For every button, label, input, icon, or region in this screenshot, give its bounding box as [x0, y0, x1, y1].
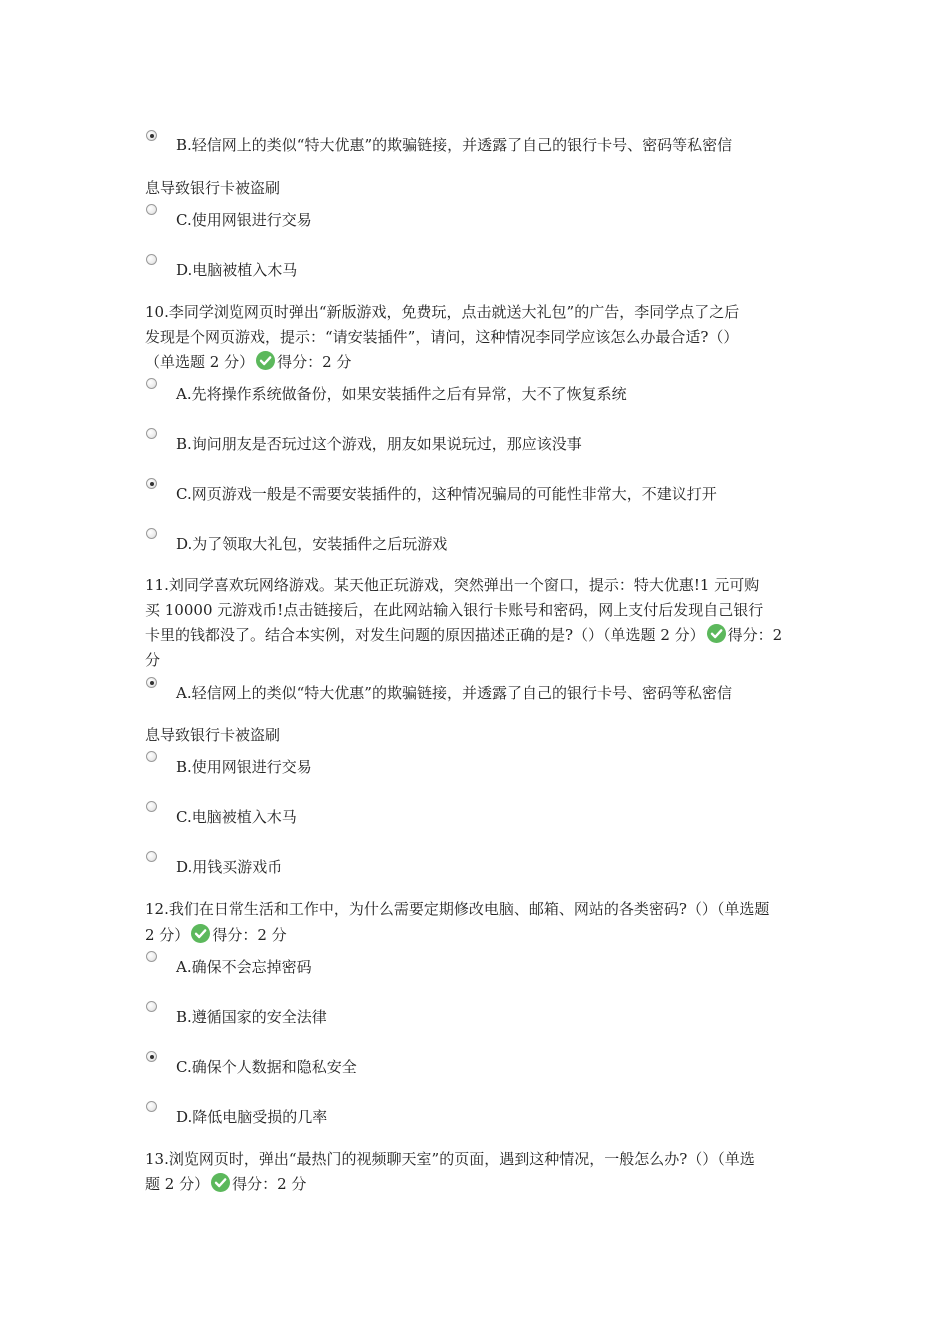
correct-check-icon: [191, 924, 210, 943]
q10-option-c-radio[interactable]: [146, 478, 157, 489]
q11-text-line1: 11.刘同学喜欢玩网络游戏。某天他正玩游戏，突然弹出一个窗口，提示：特大优惠!1 元可购: [145, 576, 760, 594]
q11-option-d-label: D.用钱买游戏币: [176, 858, 283, 876]
q11-text-line4: 分: [145, 651, 161, 669]
q12-option-d-radio[interactable]: [146, 1101, 157, 1112]
q12-option-b-radio[interactable]: [146, 1001, 157, 1012]
q12-option-a-label: A.确保不会忘掉密码: [176, 958, 312, 976]
q10-option-a-label: A.先将操作系统做备份，如果安装插件之后有异常，大不了恢复系统: [176, 385, 627, 403]
q13-text-line2: [145, 1173, 306, 1194]
q10-option-d-radio[interactable]: [146, 528, 157, 539]
q10-text-line1: 10.李同学浏览网页时弹出“新版游戏，免费玩，点击就送大礼包”的广告，李同学点了之后: [145, 303, 740, 321]
correct-check-icon: [256, 351, 275, 370]
q12-score: 得分：2 分: [212, 926, 287, 944]
q10-option-b-label: B.询问朋友是否玩过这个游戏，朋友如果说玩过，那应该没事: [176, 435, 582, 453]
q12-text-line1: 12.我们在日常生活和工作中，为什么需要定期修改电脑、邮箱、网站的各类密码?（）（单选题: [145, 900, 770, 918]
q10-option-a-radio[interactable]: [146, 378, 157, 389]
q12-type: 2 分）: [145, 926, 190, 944]
q11-option-a-radio[interactable]: [146, 677, 157, 688]
correct-check-icon: [707, 624, 726, 643]
q13-score: 得分：2 分: [232, 1175, 307, 1193]
q11-option-a-label: A.轻信网上的类似“特大优惠”的欺骗链接，并透露了自己的银行卡号、密码等私密信: [176, 684, 732, 702]
q11-type: 卡里的钱都没了。结合本实例，对发生问题的原因描述正确的是?（）（单选题 2 分）: [145, 626, 705, 644]
q10-type: （单选题 2 分）: [145, 353, 255, 371]
q12-text-line2: [145, 924, 287, 945]
q10-option-d-label: D.为了领取大礼包，安装插件之后玩游戏: [176, 535, 448, 553]
q11-option-b-label: B.使用网银进行交易: [176, 758, 312, 776]
q11-option-c-label: C.电脑被植入木马: [176, 808, 297, 826]
q12-option-b-label: B.遵循国家的安全法律: [176, 1008, 327, 1026]
q11-option-c-radio[interactable]: [146, 801, 157, 812]
q10-option-c-label: C.网页游戏一般是不需要安装插件的，这种情况骗局的可能性非常大，不建议打开: [176, 485, 717, 503]
q9-option-d-label: D.电脑被植入木马: [176, 261, 298, 279]
q9-option-c-radio[interactable]: [146, 204, 157, 215]
q12-option-a-radio[interactable]: [146, 951, 157, 962]
q10-text-line2: 发现是个网页游戏，提示：“请安装插件”，请问，这种情况李同学应该怎么办最合适?（）: [145, 328, 739, 346]
q11-text-line2: 买 10000 元游戏币!点击链接后，在此网站输入银行卡账号和密码，网上支付后发现自己银行: [145, 601, 764, 619]
q13-text-line1: 13.浏览网页时，弹出“最热门的视频聊天室”的页面，遇到这种情况，一般怎么办?（）（单选: [145, 1150, 755, 1168]
q10-option-b-radio[interactable]: [146, 428, 157, 439]
q11-text-line3: [145, 624, 782, 645]
q11-option-b-radio[interactable]: [146, 751, 157, 762]
correct-check-icon: [211, 1173, 230, 1192]
q9-option-b-radio[interactable]: [146, 130, 157, 141]
q11-option-a-label-cont: 息导致银行卡被盗刷: [145, 726, 281, 744]
q11-option-d-radio[interactable]: [146, 851, 157, 862]
q12-option-d-label: D.降低电脑受损的几率: [176, 1108, 328, 1126]
q11-score: 得分：2: [727, 626, 783, 644]
q12-option-c-label: C.确保个人数据和隐私安全: [176, 1058, 357, 1076]
q12-option-c-radio[interactable]: [146, 1051, 157, 1062]
q9-option-d-radio[interactable]: [146, 254, 157, 265]
q9-option-c-label: C.使用网银进行交易: [176, 211, 312, 229]
q10-score: 得分：2 分: [277, 353, 352, 371]
q9-option-b-label-cont: 息导致银行卡被盗刷: [145, 179, 281, 197]
q9-option-b-label: B.轻信网上的类似“特大优惠”的欺骗链接，并透露了自己的银行卡号、密码等私密信: [176, 136, 733, 154]
q13-type: 题 2 分）: [145, 1175, 210, 1193]
q10-text-line3: [145, 351, 351, 372]
